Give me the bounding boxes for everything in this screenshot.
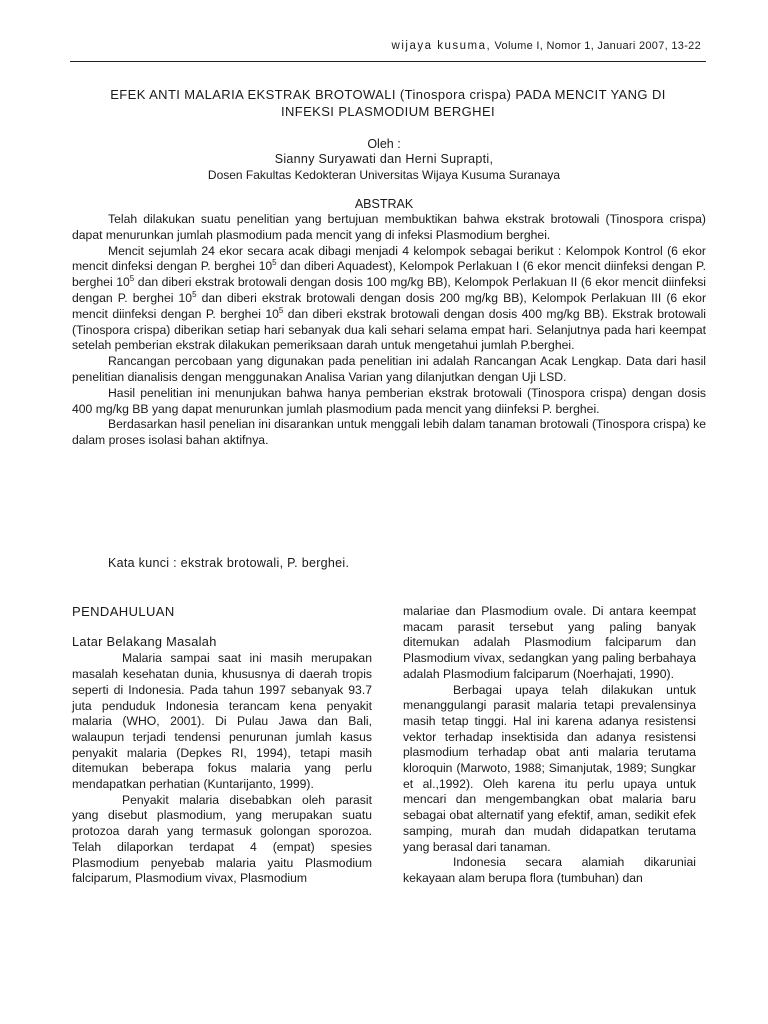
abstract-p2-part-c: dan diberi ekstrak brotowali dengan dosis 100 mg/kg BB), Kelompok Perlakuan II (6 ekor mencit diinfeksi dengan P. berghei 10 — [72, 275, 706, 305]
affiliation: Dosen Fakultas Kedokteran Universitas Wijaya Kusuma Suranaya — [207, 168, 561, 182]
abstract-heading: ABSTRAK — [354, 197, 414, 211]
abstract-p2-part-d: dan diberi ekstrak brotowali dengan dosis 200 mg/kg BB), Kelompok Perlakuan III (6 ekor mencit diinfeksi dengan P. berghei 10 — [72, 290, 706, 321]
abstract-p2-part-a: Mencit sejumlah 24 ekor secara acak dibagi menjadi 4 kelompok sebagai berikut : Kelompok Kontrol (6 ekor mencit dinfeksi dengan P. berghei 10 — [72, 243, 706, 274]
abstract-paragraph-2 — [72, 244, 706, 355]
abstract-p2-part-b: dan diberi Aquadest), Kelompok Perlakuan I (6 ekor mencit diinfeksi dengan P. berghei 10 — [72, 259, 707, 290]
journal-citation: Volume I, Nomor 1, Januari 2007, 13-22 — [494, 40, 701, 52]
abstract-paragraph-4: Hasil penelitian ini menunjukan bahwa hanya pemberian ekstrak brotowali (Tinospora crispa) dengan dosis 400 mg/kg BB yang dapat menurunkan jumlah plasmodium pada mencit yang diinfeksi P. berghei. — [72, 385, 706, 416]
right-column — [403, 604, 696, 887]
title-line-1: EFEK ANTI MALARIA EKSTRAK BROTOWALI (Tinospora crispa) PADA MENCIT YANG DI — [110, 87, 666, 102]
header-rule — [70, 61, 706, 62]
abstract-paragraph-1: Telah dilakukan suatu penelitian yang bertujuan membuktikan bahwa ekstrak brotowali (Tinospora crispa) dapat menurunkan jumlah plasmodium pada mencit yang di infeksi Plasmodium berghei. — [72, 212, 706, 242]
body-paragraph: malariae dan Plasmodium ovale. Di antara keempat macam parasit tersebut yang paling banyak ditemukan adalah Plasmodium falciparum dan Plasmodium vivax, sedangkan yang paling berbahaya adalah Plasmodium falciparum (Noerhajati, 1990). — [403, 604, 696, 681]
body-paragraph: Berbagai upaya telah dilakukan untuk menanggulangi parasit malaria tetapi prevalensinya masih tetap tinggi. Hal ini karena adanya resistensi vektor terhadap insektisida dan adanya resistensi plasmodium terhadap obat anti malaria terutama kloroquin (Marwoto, 1988; Simanjutak, 1989; Sungkar et al.,1992). Oleh karena itu perlu upaya untuk mencari dan mengembangkan obat malaria baru sebagai obat alternatif yang efektif, aman, sedikit efek samping, murah dan mudah didapatkan terutama yang berasal dari tanaman. — [403, 682, 696, 854]
subsection-heading: Latar Belakang Masalah — [72, 633, 217, 649]
body-paragraph: Indonesia secara alamiah dikaruniai kekayaan alam berupa flora (tumbuhan) dan — [403, 855, 696, 885]
left-column — [72, 604, 372, 887]
title-line-2: INFEKSI PLASMODIUM BERGHEI — [280, 104, 496, 119]
keywords: Kata kunci : ekstrak brotowali, P. berghei. — [108, 556, 350, 570]
exponent: 5 — [129, 274, 135, 284]
body-paragraph: Malaria sampai saat ini masih merupakan masalah kesehatan dunia, khususnya di daerah tropis seperti di Indonesia. Pada tahun 1997 sebanyak 93.7 juta penduduk Indonesia terancam kena penyakit malaria (WHO, 2001). Di Pulau Jawa dan Bali, walaupun terjadi tendensi penurunan jumlah kasus penyakit malaria (Depkes RI, 1994), tetapi masih ditemukan beberapa fokus malaria yang perlu mendapatkan perhatian (Kuntarijanto, 1999). — [72, 651, 372, 792]
abstract-paragraph-3: Rancangan percobaan yang digunakan pada penelitian ini adalah Rancangan Acak Lengkap. Data dari hasil penelitian dianalisis dengan menggunakan Analisa Varian yang dilanjutkan dengan Uji LSD. — [72, 354, 706, 384]
journal-name: wijaya kusuma, — [391, 40, 492, 52]
exponent: 5 — [278, 305, 284, 315]
authors: Sianny Suryawati dan Herni Suprapti, — [274, 152, 494, 166]
running-header — [392, 40, 701, 52]
abstract-p2-part-e: dan diberi ekstrak brotowali dengan dosis 400 mg/kg BB). Ekstrak brotowali (Tinospora crispa) diberikan setiap hari sebanyak dua kali sehari selama empat hari. Selanjutnya pada hari keempat setelah pemberian ekstrak dilakukan pemeriksaan darah untuk mengetahui jumlah P.berghei. — [72, 306, 706, 353]
section-heading: PENDAHULUAN — [72, 604, 175, 619]
exponent: 5 — [272, 258, 277, 268]
abstract-paragraph-5: Berdasarkan hasil penelian ini disarankan untuk menggali lebih dalam tanaman brotowali (Tinospora crispa) ke dalam proses isolasi bahan aktifnya. — [72, 417, 706, 448]
abstract-body — [72, 212, 706, 449]
exponent: 5 — [192, 289, 197, 299]
oleh-label: Oleh : — [367, 137, 401, 151]
body-paragraph: Penyakit malaria disebabkan oleh parasit yang disebut plasmodium, yang merupakan suatu protozoa darah yang termasuk golongan sporozoa. Telah dilaporkan terdapat 4 (empat) spesies Plasmodium penyebab malaria yaitu Plasmodium falciparum, Plasmodium vivax, Plasmodium — [72, 792, 372, 886]
paper-title — [70, 86, 706, 120]
